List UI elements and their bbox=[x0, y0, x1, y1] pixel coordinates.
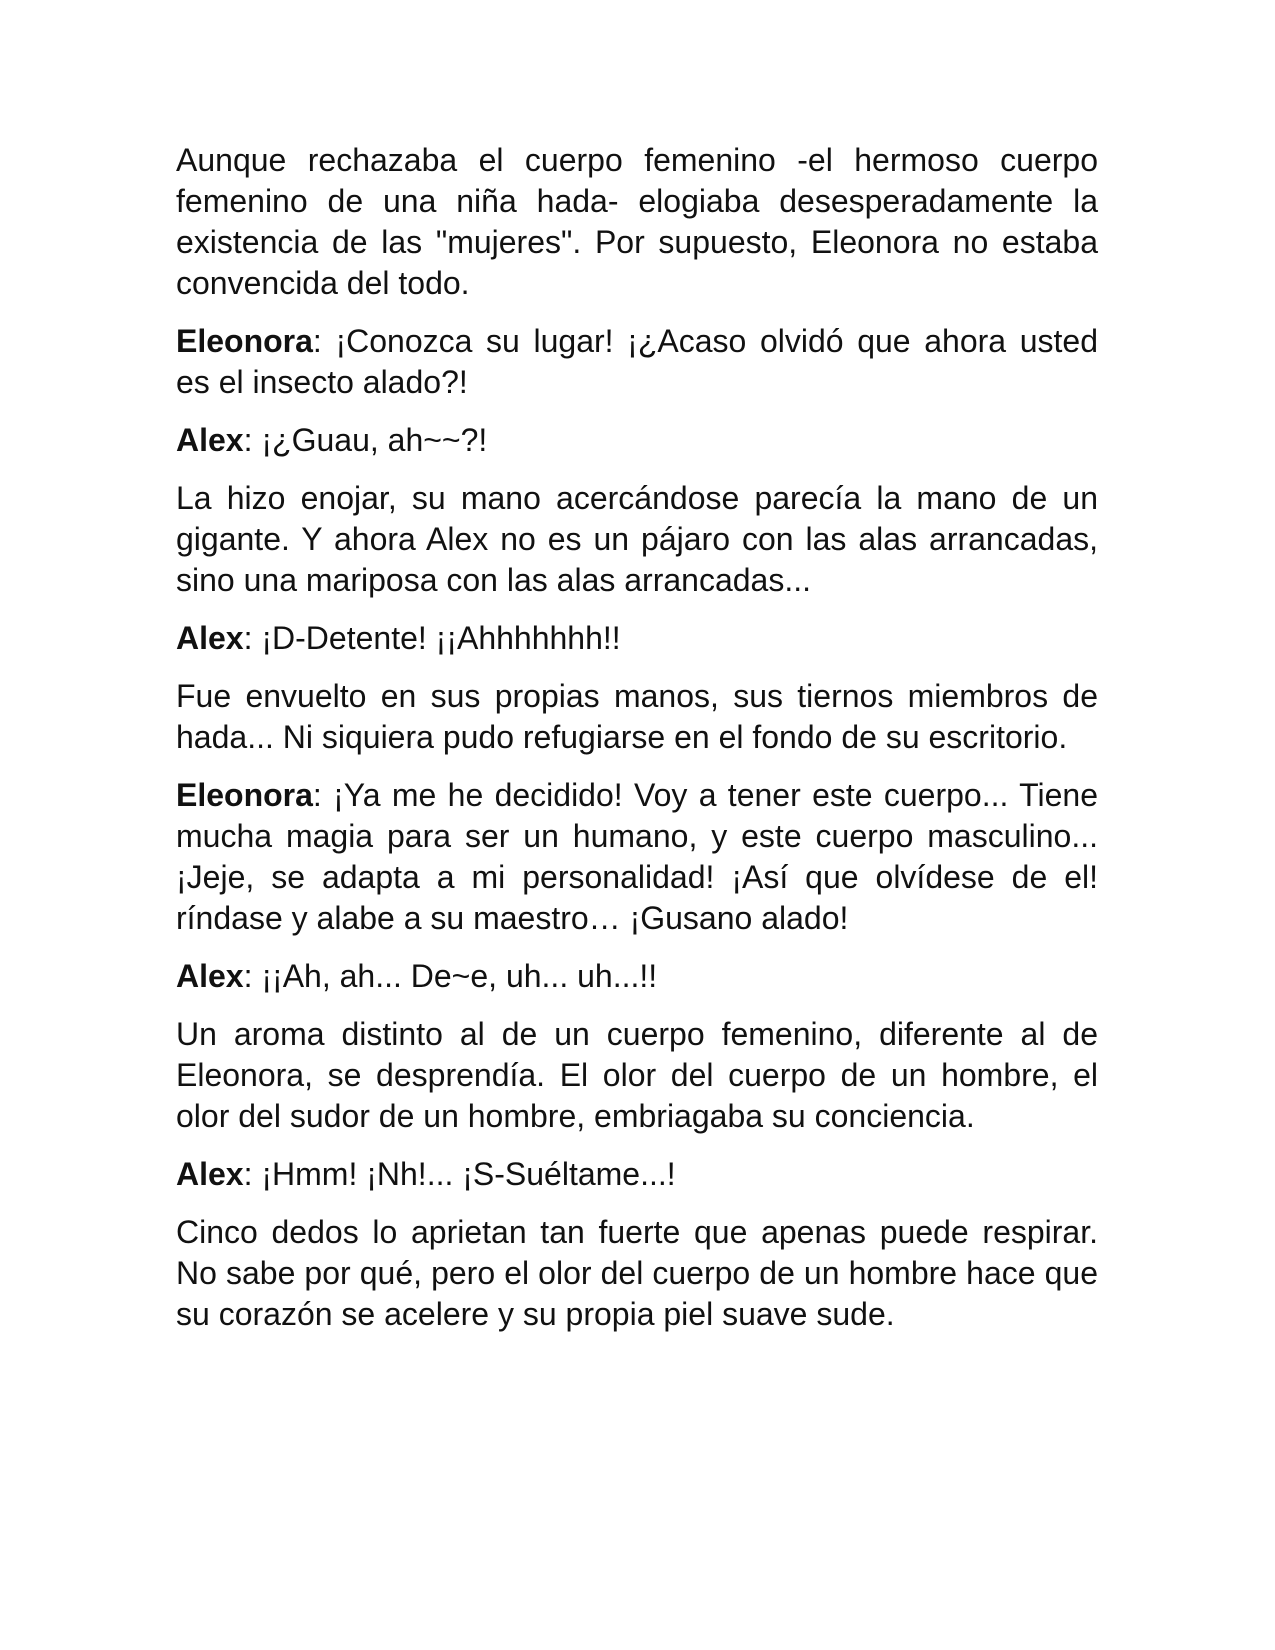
narration-paragraph: Fue envuelto en sus propias manos, sus tiernos miembros de hada... Ni siquiera pudo refugiarse en el fondo de su escritorio. bbox=[176, 678, 1098, 755]
document-page bbox=[176, 140, 1098, 1352]
dialogue-text: : ¡¿Guau, ah~~?! bbox=[243, 422, 488, 458]
narration-paragraph: La hizo enojar, su mano acercándose parecía la mano de un gigante. Y ahora Alex no es un pájaro con las alas arrancadas, sino una mariposa con las alas arrancadas... bbox=[176, 480, 1098, 598]
speaker-name: Alex bbox=[176, 958, 244, 994]
narration-paragraph: Cinco dedos lo aprietan tan fuerte que apenas puede respirar. No sabe por qué, pero el olor del cuerpo de un hombre hace que su corazón se acelere y su propia piel suave sude. bbox=[176, 1214, 1098, 1332]
speaker-name: Alex bbox=[176, 1156, 244, 1192]
dialogue-paragraph bbox=[176, 956, 1098, 997]
narration-paragraph: Un aroma distinto al de un cuerpo femenino, diferente al de Eleonora, se desprendía. El olor del cuerpo de un hombre, el olor del sudor de un hombre, embriagaba su conciencia. bbox=[176, 1016, 1098, 1134]
dialogue-paragraph bbox=[176, 775, 1098, 939]
speaker-name: Alex bbox=[176, 620, 244, 656]
speaker-name: Eleonora bbox=[176, 323, 313, 359]
dialogue-text: : ¡¡Ah, ah... De~e, uh... uh...!! bbox=[243, 958, 658, 994]
dialogue-paragraph bbox=[176, 618, 1098, 659]
speaker-name: Alex bbox=[176, 422, 244, 458]
narration-paragraph: Aunque rechazaba el cuerpo femenino -el hermoso cuerpo femenino de una niña hada- elogiaba desesperadamente la existencia de las "mujeres". Por supuesto, Eleonora no estaba convencida del todo. bbox=[176, 142, 1098, 301]
dialogue-paragraph bbox=[176, 321, 1098, 403]
dialogue-paragraph bbox=[176, 1154, 1098, 1195]
dialogue-text: : ¡D-Detente! ¡¡Ahhhhhhh!! bbox=[243, 620, 621, 656]
dialogue-paragraph bbox=[176, 420, 1098, 461]
dialogue-text: : ¡Hmm! ¡Nh!... ¡S-Suéltame...! bbox=[243, 1156, 676, 1192]
speaker-name: Eleonora bbox=[176, 777, 313, 813]
dialogue-text: : ¡Ya me he decidido! Voy a tener este cuerpo... Tiene mucha magia para ser un humano, y este cuerpo masculino... ¡Jeje, se adapta a mi personalidad! ¡Así que olvídese de el! ríndase y alabe a su maestro… ¡Gusano alado! bbox=[176, 777, 1098, 936]
dialogue-text: : ¡Conozca su lugar! ¡¿Acaso olvidó que ahora usted es el insecto alado?! bbox=[176, 323, 1098, 400]
